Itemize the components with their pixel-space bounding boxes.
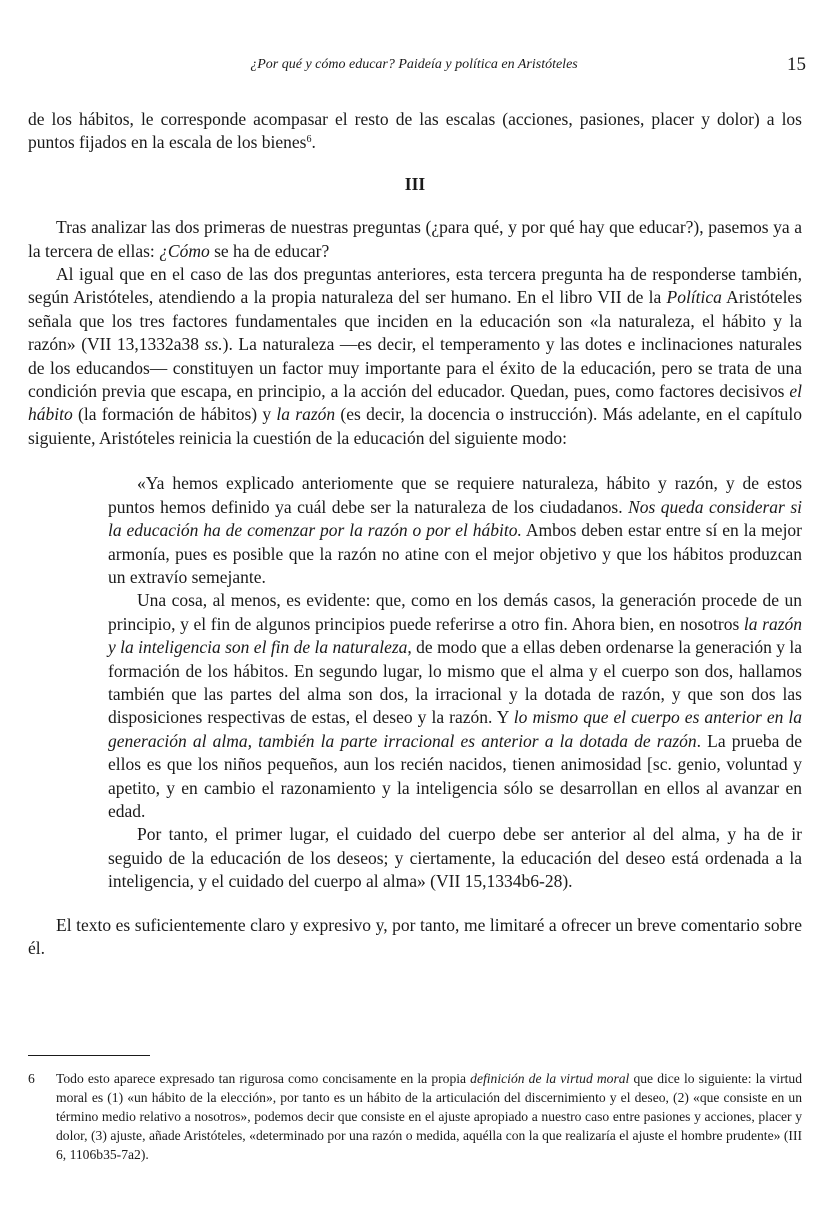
italic-run: lo mismo que el cuerpo es anterior en la generación al alma, también la parte irracional es anterior a la dotada de razón (108, 707, 802, 751)
footnote-divider (28, 1055, 150, 1056)
footnote-text (56, 1069, 802, 1164)
paragraph (28, 914, 802, 961)
italic-run: la razón y la inteligencia son el fin de la naturaleza (108, 613, 803, 658)
running-header (0, 54, 828, 78)
text-run: (la formación de hábitos) y (72, 404, 277, 425)
text-run: , de modo que a ellas deben ordenarse la generación y la formación de los hábitos. En segundo lugar, lo mismo que el alma y el cuerpo son dos, hallamos también que las partes del alma son dos, la irracional y la dotada de razón, y que son dos las disposiciones respectivas de estas, el deseo y la razón. Y (108, 637, 802, 728)
paragraph (28, 263, 802, 450)
text-run: Una cosa, al menos, es evidente: que, como en los demás casos, la generación procede de un principio, y el fin de algunos principios puede referirse a otro fin. Ahora bien, en nosotros (108, 590, 802, 634)
text-run: Al igual que en el caso de las dos preguntas anteriores, esta tercera pregunta ha de responderse también, según Aristóteles, atendiendo a la propia naturaleza del ser humano. En el libro VII de la (28, 264, 802, 308)
footnote-number: 6 (28, 1071, 35, 1086)
text-run: de los hábitos, le corresponde acompasar el resto de las escalas (acciones, pasiones, placer y dolor) a los puntos fijados en la escala de los bienes (28, 109, 802, 153)
paragraph (28, 216, 802, 263)
running-title: ¿Por qué y cómo educar? Paideía y política en Aristóteles (250, 57, 578, 72)
text-run: Tras analizar las dos primeras de nuestras preguntas (¿para qué, y por qué hay que educar?), pasemos ya a la tercera de ellas: (28, 217, 802, 261)
italic-run: ¿Cómo (159, 240, 210, 261)
footnote-ref: 6 (306, 134, 312, 146)
italic-run: la razón (276, 404, 336, 425)
text-run: El texto es suficientemente claro y expresivo y, por tanto, me limitaré a ofrecer un breve comentario sobre él. (28, 914, 802, 958)
text-run: Aristóteles señala que los tres factores fundamentales que inciden en la educación son «la naturaleza, el hábito y la razón» (VII 13,1332a38 (28, 287, 803, 355)
text-run: . (311, 132, 316, 153)
text-run: que dice lo siguiente: la virtud moral es (1) «un hábito de la elección», por tanto es un hábito de la articulación del discernimiento y el deseo, (2) «que consiste en un término medio relativo a nosotros», podemos decir que consiste en el ajuste apropiado a nuestro caso entre pasiones y acciones, placer y dolor, (3) ajuste, añade Aristóteles, «determinado por una razón o medida, aquélla con la que realizaría el ajuste el hombre prudente» (III 6, 1106b35-7a2). (56, 1071, 802, 1163)
italic-run: Política (666, 287, 722, 308)
text-run: Todo esto aparece expresado tan rigurosa como concisamente en la propia (56, 1071, 471, 1086)
quote-paragraph (108, 472, 802, 589)
text-run: Ambos deben estar entre sí en la mejor armonía, pues es posible que la razón no atine con el mejor objetivo y que los hábitos produzcan un extravío semejante. (108, 520, 803, 587)
footnote (28, 1069, 802, 1164)
main-text (28, 108, 802, 960)
block-quote (108, 472, 802, 893)
quote-paragraph (108, 589, 802, 823)
text-run: ). La naturaleza —es decir, el temperamento y las dotes e inclinaciones naturales de los educandos— constituyen un factor muy importante para el éxito de la educación, pero se trata de una condición previa que escapa, en principio, a la acción del educador. Quedan, pues, como factores decisivos (28, 334, 802, 402)
section-heading: III (404, 173, 426, 194)
text-run: (es decir, la docencia o instrucción). Más adelante, en el capítulo siguiente, Aristóteles reinicia la cuestión de la educación del siguiente modo: (28, 404, 803, 448)
text-run: . La prueba de ellos es que los niños pequeños, aun los recién nacidos, tienen animosidad [sc. genio, voluntad y apetito, y en cambio el razonamiento y la inteligencia sólo se desarrollan en ellos al avanzar en edad. (108, 730, 802, 821)
italic-run: Nos queda considerar si la educación ha de comenzar por la razón o por el hábito. (108, 496, 803, 541)
text-run: «Ya hemos explicado anteriomente que se requiere naturaleza, hábito y razón, y de estos puntos hemos definido ya cuál debe ser la naturaleza de los ciudadanos. (108, 473, 802, 517)
italic-run: definición de la virtud moral (470, 1071, 630, 1086)
text-run: se ha de educar? (209, 240, 330, 261)
page-number: 15 (787, 54, 806, 75)
text-run: Por tanto, el primer lugar, el cuidado del cuerpo debe ser anterior al del alma, y ha de ir seguido de la educación de los deseos; y ciertamente, la educación del deseo está ordenada a la inteligencia, y el cuidado del cuerpo al alma» (VII 15,1334b6-28). (108, 824, 802, 892)
italic-run: el hábito (28, 381, 802, 425)
quote-paragraph (108, 823, 802, 893)
italic-run: ss. (204, 334, 223, 355)
paragraph-continuation (28, 108, 802, 155)
